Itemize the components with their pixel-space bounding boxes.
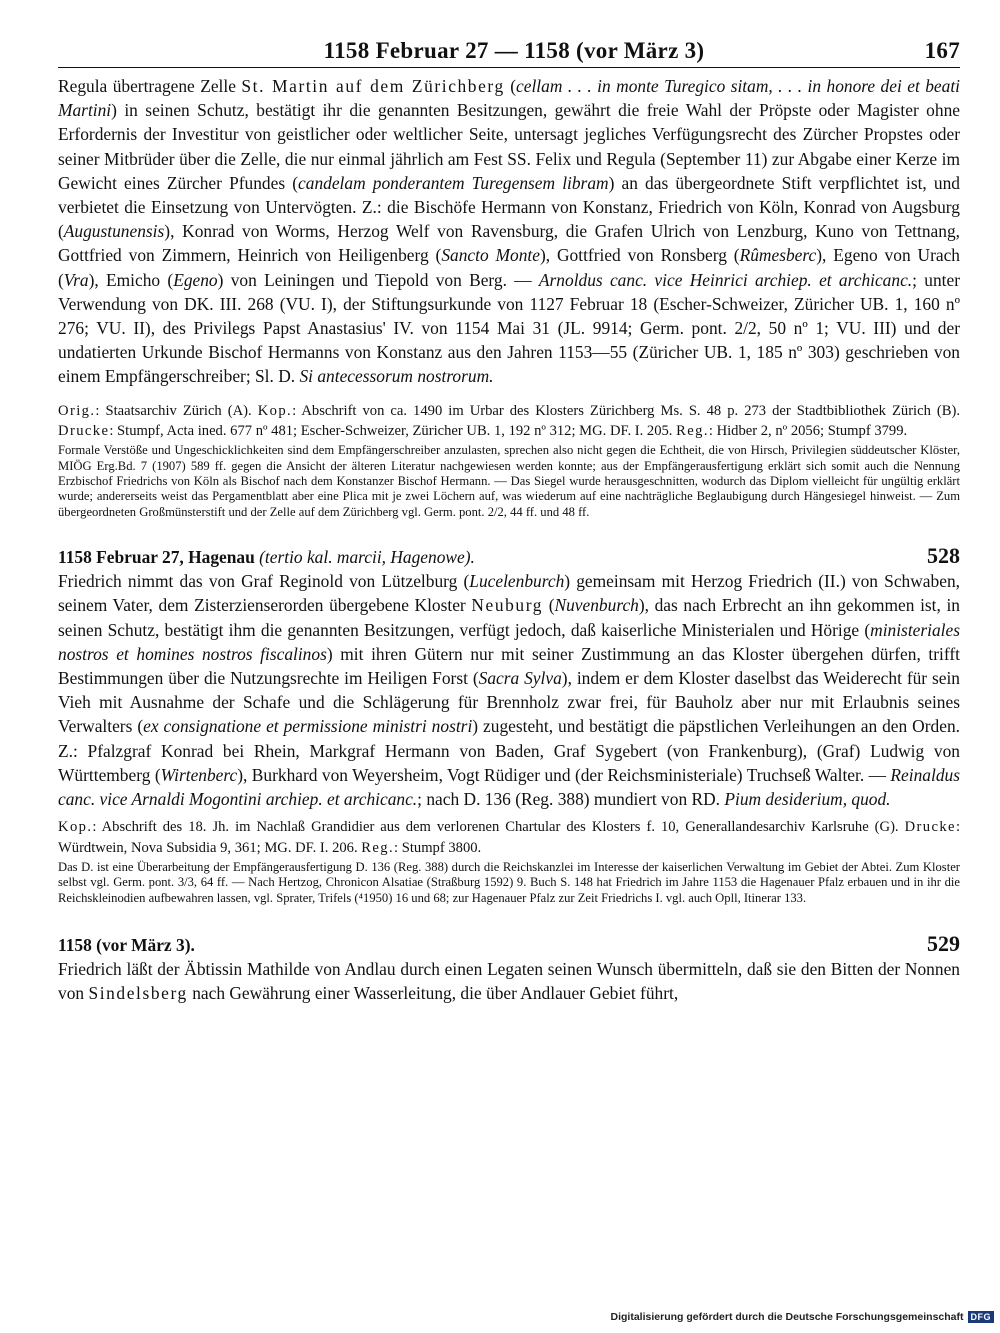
footer-credit: Digitalisierung gefördert durch die Deutsche Forschungsgemeinschaft — [610, 1311, 964, 1323]
doc-number-529: 529 — [927, 931, 960, 957]
commentary-527: Formale Verstöße und Ungeschicklichkeiten sind dem Empfängerschreiber anzulasten, sprechen also nicht gegen die Echtheit, die von Hirsch, Privilegien süddeutscher Klöster, MIÖG Erg.Bd. 7 (1907) 589 ff. gegen die Ansicht der älteren Literatur nachgewiesen werden konnte; aus der Empfängerausfertigung erklärt sich somit auch die Nennung Erzbischof Friedrichs von Köln als Bischof nach dem Konstanzer Bischof Hermann. — Das Siegel wurde herausgeschnitten, wodurch das Diplom vielleicht für ungültig erklärt wurde; andererseits weist das Pergamentblatt aber eine Plica mit je zwei Löchern auf, was wiederum auf eine nachträgliche Beglaubigung durch Hängesiegel hinweist. — Zum übergeordneten Großmünsterstift und der Zelle auf dem Zürichberg vgl. Germ. pont. 2/2, 44 ff. und 48 ff. — [58, 443, 960, 519]
regest-text-528: Friedrich nimmt das von Graf Reginold von Lützelburg (Lucelenburch) gemeinsam mit Herzog Friedrich (II.) von Schwaben, seinem Vater, dem Zisterzienserorden übergebene Kloster Neuburg (Nuvenburch), das nach Erbrecht an ihn gekommen ist, in seinen Schutz, bestätigt ihm die genannten Besitzungen, verfügt jedoch, daß kaiserliche Ministerialen und Hörige (ministeriales nostros et homines nostros fiscalinos) mit ihren Gütern nur mit seiner Zustimmung an das Kloster übergehen dürfen, trifft Bestimmungen über die Nutzungsrechte im Heiligen Forst (Sacra Sylva), indem er dem Kloster daselbst das Weiderecht für sein Vieh mit Ausnahme der Schafe und die Schlägerung für Brennholz zwar frei, für Bauholz aber nur mit Erlaubnis seines Verwalters (ex consignatione et permissione ministri nostri) zugesteht, und bestätigt die päpstlichen Verleihungen an den Orden. Z.: Pfalzgraf Konrad bei Rhein, Markgraf Hermann von Baden, Graf Sygebert (von Frankenburg), (Graf) Ludwig von Württemberg (Wirtenberc), Burkhard von Weyersheim, Vogt Rüdiger und (der Reichsministeriale) Truchseß Walter. — Reinaldus canc. vice Arnaldi Mogontini archiep. et archicanc.; nach D. 136 (Reg. 388) mundiert von RD. Pium desiderium, quod. — [58, 571, 961, 810]
tradition-527: Orig.: Staatsarchiv Zürich (A). Kop.: Abschrift von ca. 1490 im Urbar des Klosters Zürichberg Ms. S. 48 p. 273 der Stadtbibliothek Zürich (B). Drucke: Stumpf, Acta ined. 677 nº 481; Escher-Schweizer, Züricher UB. 1, 192 nº 312; MG. DF. I. 205. Reg.: Hidber 2, nº 2056; Stumpf 3799. — [58, 402, 961, 439]
header-title: 1158 Februar 27 — 1158 (vor März 3) — [323, 38, 705, 63]
running-header — [58, 38, 960, 68]
doc-number-528: 528 — [927, 543, 960, 569]
dfg-logo-icon: DFG — [968, 1311, 995, 1323]
tradition-528: Kop.: Abschrift des 18. Jh. im Nachlaß Grandidier aus dem verlorenen Chartular des Klosters f. 10, Generallandesarchiv Karlsruhe (G). Drucke: Würdtwein, Nova Subsidia 9, 361; MG. DF. I. 206. Reg.: Stumpf 3800. — [58, 819, 960, 856]
digitization-footer — [611, 1311, 994, 1323]
commentary-528: Das D. ist eine Überarbeitung der Empfängerausfertigung D. 136 (Reg. 388) durch die Reichskanzlei im Interesse der kaiserlichen Verwaltung im Gebiet der Abtei. Zum Kloster selbst vgl. Germ. pont. 3/3, 64 ff. — Nach Hertzog, Chronicon Alsatiae (Straßburg 1592) 9. Buch S. 148 hat Friedrich im Jahre 1153 die Hagenauer Pfalz erbauen und in ihr die Reichskleinodien aufbewahren lassen, vgl. Sprater, Trifels (⁴1950) 16 und 68; zur Hagenauer Pfalz zur Zeit Friedrichs I. vgl. auch Opll, Itinerar 133. — [58, 859, 960, 905]
doc-latin-date-528: (tertio kal. marcii, Hagenowe). — [254, 547, 475, 568]
doc-date-528: 1158 Februar 27, Hagenau — [58, 547, 255, 568]
regest-text-529: Friedrich läßt der Äbtissin Mathilde von Andlau durch einen Legaten seinen Wunsch übermitteln, daß sie den Bitten der Nonnen von Sindelsberg nach Gewährung einer Wasserleitung, die über Andlauer Gebiet führt, — [58, 959, 960, 1004]
doc-date-529: 1158 (vor März 3). — [58, 935, 195, 956]
regest-text-527: Regula übertragene Zelle St. Martin auf dem Zürichberg (cellam . . . in monte Turegico sitam, . . . in honore dei et beati Martini) in seinen Schutz, bestätigt ihr die genannten Besitzungen, gewährt die freie Wahl der Pröpste oder Magister ohne Erfordernis der Investitur von geistlicher oder weltlicher Seite, untersagt jegliches Verfügungsrecht des Zürcher Propstes oder seiner Mitbrüder über die Zelle, die nur einmal jährlich am Fest SS. Felix und Regula (September 11) zur Abgabe einer Kerze im Gewicht eines Zürcher Pfundes (candelam ponderantem Turegensem libram) an das übergeordnete Stift verpflichtet ist, und verbietet die Einsetzung von Untervögten. Z.: die Bischöfe Hermann von Konstanz, Friedrich von Köln, Konrad von Augsburg (Augustunensis), Konrad von Worms, Herzog Welf von Ravensburg, die Grafen Ulrich von Lenzburg, Kuno von Tettnang, Gottfried von Zimmern, Heinrich von Heiligenberg (Sancto Monte), Gottfried von Ronsberg (Rûmesberc), Egeno von Urach (Vra), Emicho (Egeno) von Leiningen und Tiepold von Berg. — Arnoldus canc. vice Heinrici archiep. et archicanc.; unter Verwendung von DK. III. 268 (VU. I), der Stiftungsurkunde von 1127 Februar 18 (Escher-Schweizer, Züricher UB. 1, 160 nº 276; VU. II), des Privilegs Papst Anastasius' IV. von 1154 Mai 31 (JL. 9914; Germ. pont. 2/2, 50 nº 1; VU. III) und der undatierten Urkunde Bischof Hermanns von Konstanz aus den Jahren 1153—55 (Züricher UB. 1, 185 nº 303) geschrieben von einem Empfängerschreiber; Sl. D. Si antecessorum nostrorum. — [58, 76, 961, 387]
page-body — [58, 38, 960, 1006]
page-number: 167 — [924, 38, 960, 63]
doc-heading-528 — [58, 544, 960, 569]
doc-heading-529 — [58, 932, 960, 957]
